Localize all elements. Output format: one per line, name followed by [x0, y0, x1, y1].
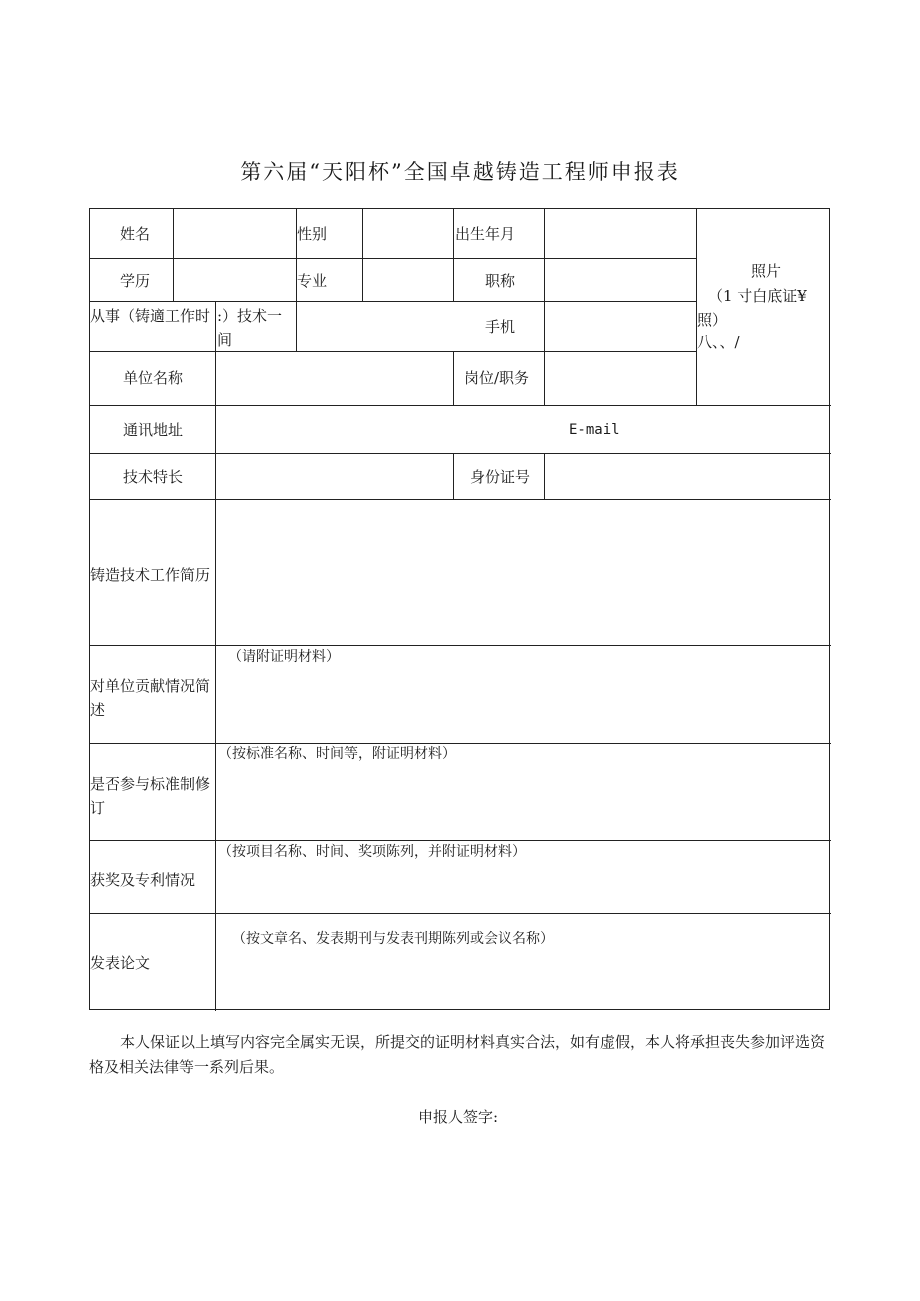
specialty-field[interactable]: [216, 454, 453, 499]
address-field[interactable]: [216, 406, 544, 453]
standard-field[interactable]: [216, 766, 831, 840]
email-label: E-mail: [569, 422, 620, 438]
gender-label: 性别: [297, 225, 328, 243]
contribution-field[interactable]: [216, 669, 831, 743]
birth-field[interactable]: [545, 209, 696, 258]
id-number-label: 身份证号: [470, 468, 531, 486]
major-label: 专业: [297, 272, 328, 290]
photo-box[interactable]: [697, 209, 831, 405]
awards-field[interactable]: [216, 864, 831, 913]
awards-label: 获奖及专利情况: [90, 871, 196, 889]
contribution-label: 对单位贡献情况简: [90, 677, 211, 695]
row-line: [90, 743, 831, 744]
standard-label-cont: 订: [90, 799, 106, 817]
signature-label: 申报人签字:: [418, 1108, 499, 1126]
birth-label: 出生年月: [455, 225, 516, 243]
awards-note: （按项目名称、时间、奖项陈列，并附证明材料）: [218, 844, 526, 860]
row-line: [90, 645, 831, 646]
row-line: [90, 840, 831, 841]
declaration-text: 本人保证以上填写内容完全属实无误，所提交的证明材料真实合法，如有虚假，本人将承担丧失参加评选资格及相关法律等一系列后果。: [89, 1033, 826, 1076]
education-label: 学历: [120, 272, 151, 290]
email-field[interactable]: [630, 406, 831, 453]
mobile-field[interactable]: [545, 302, 696, 351]
unit-name-label: 单位名称: [123, 369, 184, 387]
major-field[interactable]: [363, 259, 453, 301]
papers-label: 发表论文: [90, 954, 151, 972]
name-label: 姓名: [120, 225, 151, 243]
papers-note: （按文章名、发表期刊与发表刊期陈列或会议名称）: [232, 931, 554, 947]
photo-note-marks: 八、、/: [697, 333, 740, 351]
col-line: [453, 453, 454, 499]
position-label: 岗位/职务: [464, 369, 530, 387]
job-title-label: 职称: [485, 272, 516, 290]
photo-note-cont: 照）: [697, 311, 728, 329]
address-label: 通讯地址: [123, 421, 184, 439]
application-form-table: [89, 208, 830, 1010]
specialty-label: 技术特长: [123, 468, 184, 486]
standard-label: 是否参与标准制修: [90, 775, 211, 793]
resume-field[interactable]: [216, 500, 831, 645]
contribution-label-cont: 述: [90, 701, 106, 719]
col-line: [453, 351, 454, 405]
form-title: 第六届“天阳杯”全国卓越铸造工程师申报表: [240, 160, 680, 184]
contribution-note: （请附证明材料）: [228, 649, 340, 665]
work-years-label: 从事（铸適工作时: [90, 307, 211, 325]
photo-label: 照片: [751, 262, 782, 280]
standard-note: （按标准名称、时间等，附证明材料）: [218, 746, 456, 762]
unit-name-field[interactable]: [216, 352, 453, 405]
job-title-field[interactable]: [545, 259, 696, 301]
id-number-field[interactable]: [545, 454, 831, 499]
photo-size-note: （1 寸白底证¥: [708, 287, 807, 305]
work-years-label-cont: :）技术一: [217, 307, 283, 325]
education-field[interactable]: [174, 259, 296, 301]
resume-label: 铸造技术工作简历: [90, 566, 211, 584]
name-field[interactable]: [174, 209, 296, 258]
position-field[interactable]: [545, 352, 696, 405]
papers-field[interactable]: [216, 952, 831, 1010]
mobile-label: 手机: [485, 318, 516, 336]
gender-field[interactable]: [363, 209, 453, 258]
work-years-label-end: 间: [217, 331, 233, 349]
col-line: [453, 209, 454, 301]
row-line: [90, 913, 831, 914]
